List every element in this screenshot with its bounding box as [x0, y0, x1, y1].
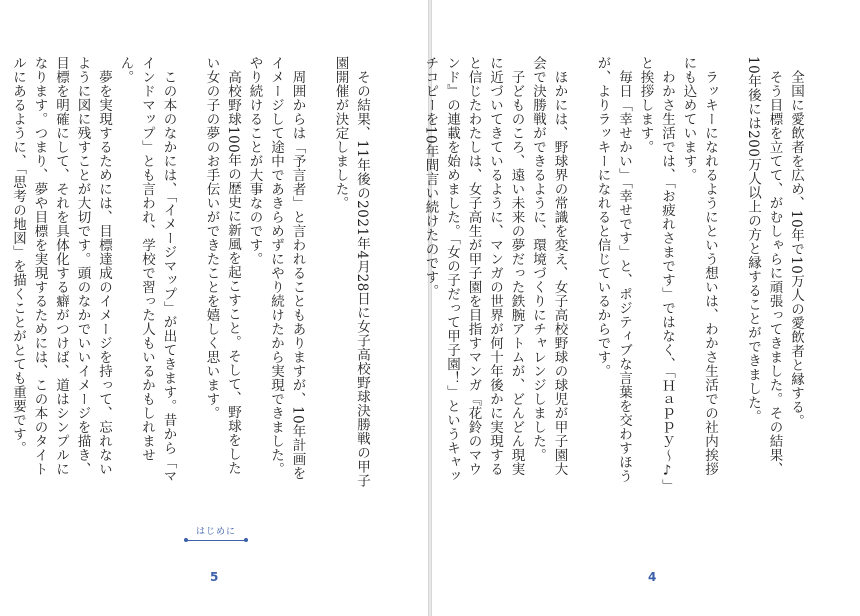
right-page [422, 0, 860, 616]
paragraph: そう目標を立てて、がむしゃらに頑張ってきました。その結果、10年後には200万人以上の方と縁することができました。 [745, 56, 783, 476]
running-head: はじめに [195, 527, 236, 537]
paragraph: 子どものころ、遠い未来の夢だった鉄腕アトムが、どんどん現実に近づいてきているように、マンガの世界が何十年後かに実現すると信じたわたしは、女子高生が甲子園を目指すマンガ『花鈴のマウンド』の連載を始めました。「女の子だって甲子園！」というキャッチコピーを10年間言い続けたのです。 [422, 56, 525, 484]
running-head-rule [186, 540, 246, 541]
left-page-body [7, 56, 373, 488]
paragraph-break [570, 56, 592, 488]
paragraph: その結果、11年後の2021年4月28日に女子高校野球決勝戦の甲子園開催が決定しました。 [332, 56, 370, 488]
paragraph: 毎日「幸せかい」「幸せです」と、ポジティブな言葉を交わすほうが、よりラッキーになれると信じているからです。 [594, 56, 632, 483]
paragraph: この本のなかには、「イメージマップ」が出てきます。昔から「マインドマップ」とも言われ、学校で習った人もいるかもしれません。 [117, 56, 177, 483]
paragraph-break [179, 56, 201, 488]
paragraph: 高校野球100年の歴史に新風を起こすこと。そして、野球をしたい女の子の夢のお手伝いができたことを嬉しく思います。 [203, 56, 241, 475]
page-number: 4 [648, 570, 657, 584]
paragraph: 全国に愛飲者を広め、10年で10万人の愛飲者と縁する。 [788, 69, 804, 428]
paragraph: ラッキーになれるようにという想いは、わかさ生活での社内挨拶にも込めています。 [680, 56, 718, 476]
right-page-body [419, 56, 806, 488]
left-page [0, 0, 428, 616]
paragraph-break [720, 56, 742, 488]
page-number: 5 [210, 570, 219, 584]
paragraph-break [308, 56, 330, 488]
paragraph: 周囲からは「予言者」と言われることもありますが、10年計画をイメージして途中であきらめずにやり続けたから実現できました。やり続けることが大事なのです。 [246, 56, 306, 480]
paragraph: 夢を実現するためには、目標達成のイメージを持って、忘れないように図に残すことが大切です。頭のなかでいいイメージを描き、目標を明確にして、それを具体化する癖がつけば、道はシンプルになります。つまり、夢や目標を実現するためには、この本のタイトルにあるように、「思考の地図」を描くことがとても重要です。 [10, 56, 112, 476]
paragraph: ほかには、野球界の常識を変え、女子高校野球の球児が甲子園大会で決勝戦ができるように、環境づくりにチャレンジしました。 [530, 56, 568, 476]
paragraph: わかさ生活では、「お疲れさまです」ではなく、「Ｈａｐｐｙ～♪」と挨拶します。 [637, 56, 675, 486]
